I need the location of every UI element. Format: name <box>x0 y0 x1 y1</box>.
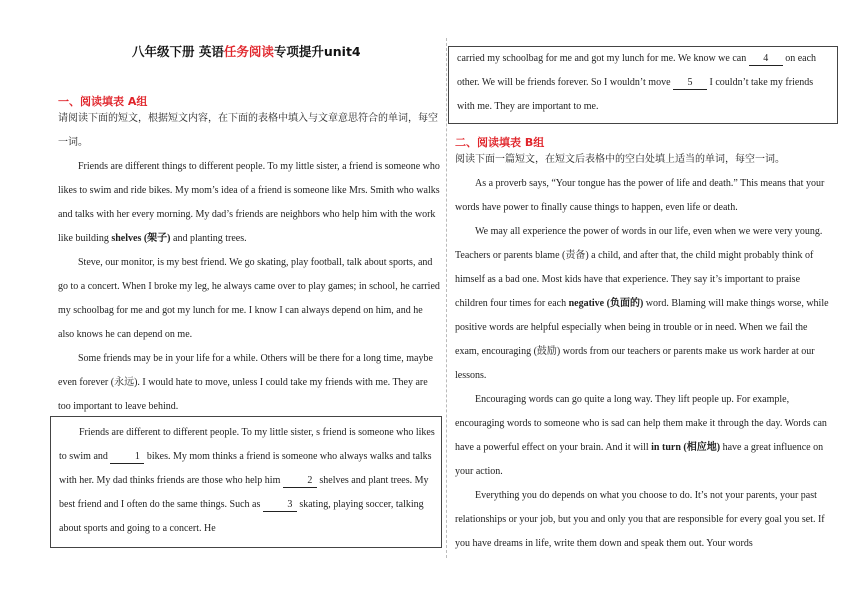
section-b-paragraph-4: Everything you do depends on what you choose to do. It’s not your parents, your past relationships or your job, but you and only you that are responsible for every goal you set. If you have dreams in life, write them down and speak them out. Your words <box>455 490 825 549</box>
paragraph-text: Friends are different things to different people. To my little sister, a friend is someone who likes to swim and ride bikes. My mom’s idea of a friend is someone like Mrs. Smith who walks and talks with her every morning. My dad’s friends are neighbors who help him with the work like building <box>58 161 440 244</box>
section-b-instruction: 阅读下面一篇短文，在短文后表格中的空白处填上适当的单词，每空一词。 <box>455 154 785 165</box>
section-b-paragraph-1: As a proverb says, “Your tongue has the power of life and death.” This means that your words have power to finally cause things to happen, even life or death. <box>455 178 825 213</box>
blank-3[interactable]: 3 <box>263 499 297 512</box>
paragraph-text: Encouraging words can go quite a long way. They lift people up. For example, encouraging words to someone who is sad can help them make it through the day. Words can have a powerful effect on your brain. And it will <box>455 394 827 453</box>
summary-text: carried my schoolbag for me and got my lunch for me. We know we can <box>457 53 749 64</box>
summary-text: shelves and plant trees. My best friend and I often do the same things. Such as <box>59 475 429 510</box>
page-title <box>132 42 361 60</box>
title-prefix: 八年级下册 英语 <box>132 44 224 59</box>
summary-text: bikes. My mom thinks a friend is someone who always walks and talks with her. My dad thinks friends are those who help him <box>59 451 432 486</box>
blank-5[interactable]: 5 <box>673 77 707 90</box>
summary-text: skating, playing soccer, talking about sports and going to a concert. He <box>59 499 424 534</box>
blank-2[interactable]: 2 <box>283 475 317 488</box>
paragraph-text: word. Blaming will make things worse, while positive words are helpful especially when being in trouble or in need. When we fail the exam, encouraging (鼓励) words from our teachers or parents make us work harder at our lessons. <box>455 298 829 381</box>
section-b-paragraph-2 <box>455 220 833 388</box>
bold-term: negative (负面的) <box>568 298 644 309</box>
bold-term: in turn (相应地) <box>651 442 721 453</box>
section-a-paragraph-2: Steve, our monitor, is my best friend. We go skating, play football, talk about sports, and go to a concert. When I broke my leg, he always came over to play games; in school, he carried my schoolbag for me and got my lunch for me. I know I can always depend on him, and he also knows he can depend on me. <box>58 257 440 340</box>
summary-text: on each other. We will be friends forever. So I wouldn’t move <box>457 53 817 88</box>
section-a-paragraph-1 <box>58 155 440 251</box>
section-a-heading: 一、阅读填表 A组 <box>58 95 148 108</box>
column-divider <box>446 38 447 558</box>
section-a-body <box>58 107 440 419</box>
section-b-heading: 二、阅读填表 B组 <box>455 136 545 149</box>
blank-1[interactable]: 1 <box>110 451 144 464</box>
bold-term: shelves (架子) <box>111 233 171 244</box>
summary-box-b <box>448 46 838 124</box>
paragraph-text: and planting trees. <box>170 233 247 244</box>
summary-text: Friends are different to different people. To my little sister, s friend is someone who likes to swim and <box>59 427 435 462</box>
paragraph-text: have a great influence on your action. <box>455 442 824 477</box>
title-highlight: 任务阅读 <box>223 44 274 59</box>
title-suffix: 专项提升unit4 <box>273 44 361 59</box>
section-b-body <box>455 148 833 556</box>
section-b-paragraph-3 <box>455 388 833 484</box>
paragraph-text: We may all experience the power of words in our life, even when we were very young. Teachers or parents blame (责备) a child, and after that, the child might probably think of himself as a bad one. Most kids have that experience. They say it’s important to praise children four times for each <box>455 226 823 309</box>
summary-text-b <box>449 47 837 119</box>
section-a-paragraph-3: Some friends may be in your life for a while. Others will be there for a long time, maybe even forever (永远). I would hate to move, unless I could take my friends with me. They are too important to leave behind. <box>58 353 433 412</box>
section-a-instruction: 请阅读下面的短文，根据短文内容，在下面的表格中填入与文章意思符合的单词，每空一词。 <box>58 113 438 148</box>
summary-text-a <box>51 417 441 541</box>
blank-4[interactable]: 4 <box>749 53 783 66</box>
summary-text: I couldn’t take my friends with me. They are important to me. <box>457 77 814 112</box>
summary-box-a <box>50 416 442 548</box>
